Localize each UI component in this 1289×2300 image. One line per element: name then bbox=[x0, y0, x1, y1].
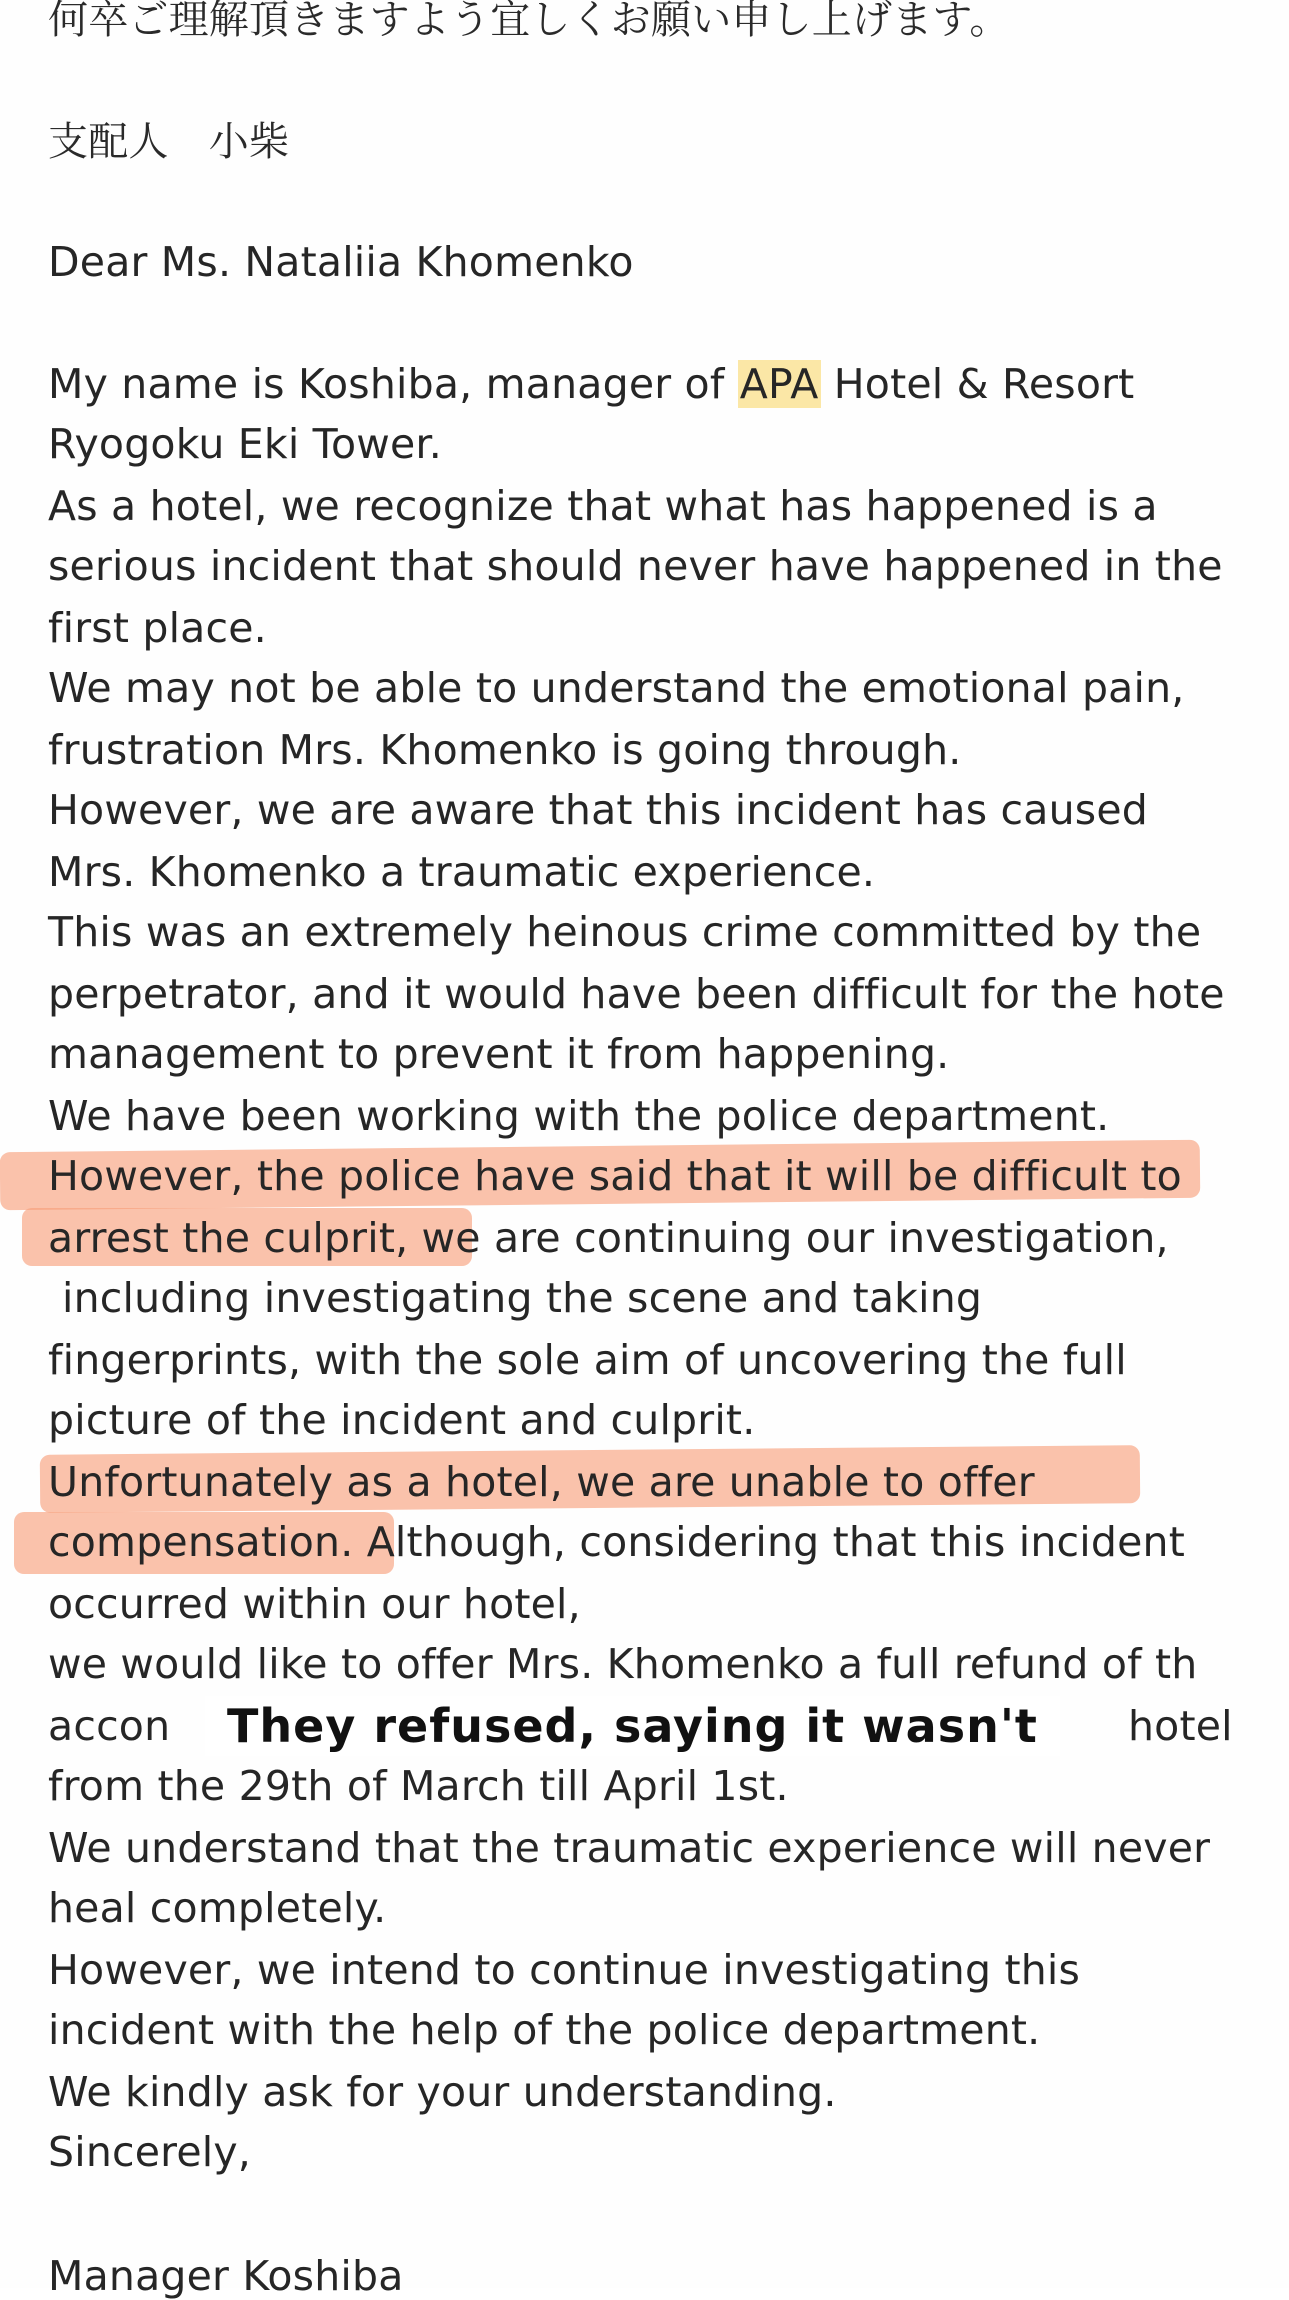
letter-line: We kindly ask for your understanding. bbox=[48, 2068, 837, 2116]
letter-line: first place. bbox=[48, 604, 267, 652]
letter-line: Mrs. Khomenko a traumatic experience. bbox=[48, 848, 876, 896]
letter-line: However, we are aware that this incident has caused bbox=[48, 786, 1148, 834]
letter-line-highlighted: arrest the culprit, we are continuing our investigation, bbox=[48, 1214, 1169, 1262]
letter-line-partial: accon bbox=[48, 1702, 171, 1750]
letter-line: As a hotel, we recognize that what has happened is a bbox=[48, 482, 1158, 530]
letter-line-highlighted: However, the police have said that it will be difficult to bbox=[48, 1152, 1182, 1200]
letter-line: we would like to offer Mrs. Khomenko a full refund of th bbox=[48, 1640, 1198, 1688]
japanese-signature: 支配人 小柴 bbox=[48, 119, 290, 165]
letter-line-highlighted: Unfortunately as a hotel, we are unable to offer bbox=[48, 1458, 1035, 1506]
letter-line: incident with the help of the police department. bbox=[48, 2006, 1041, 2054]
letter-line: serious incident that should never have happened in the bbox=[48, 542, 1223, 590]
japanese-closing-line: 何卒ご理解頂きますよう宜しくお願い申し上げます。 bbox=[48, 0, 1010, 43]
letter-line: We may not be able to understand the emotional pain, bbox=[48, 664, 1185, 712]
letter-line: frustration Mrs. Khomenko is going through. bbox=[48, 726, 962, 774]
letter-line: Sincerely, bbox=[48, 2128, 252, 2176]
video-caption: They refused, saying it wasn't bbox=[205, 1696, 1060, 1756]
letter-line: picture of the incident and culprit. bbox=[48, 1396, 756, 1444]
letter-line-partial: hotel bbox=[1128, 1702, 1233, 1750]
letter-line: occurred within our hotel, bbox=[48, 1580, 581, 1628]
letter-line: My name is Koshiba, manager of APA Hotel & Resort bbox=[48, 360, 1135, 408]
highlighted-word-apa: APA bbox=[739, 360, 819, 408]
salutation: Dear Ms. Nataliia Khomenko bbox=[48, 238, 634, 286]
letter-line: including investigating the scene and taking bbox=[62, 1274, 983, 1322]
letter-line: perpetrator, and it would have been difficult for the hote bbox=[48, 970, 1225, 1018]
letter-line: We have been working with the police department. bbox=[48, 1092, 1110, 1140]
letter-line-highlighted: compensation. Although, considering that this incident bbox=[48, 1518, 1185, 1566]
letter-line: fingerprints, with the sole aim of uncovering the full bbox=[48, 1336, 1127, 1384]
letter-line: Ryogoku Eki Tower. bbox=[48, 420, 442, 468]
letter-line: from the 29th of March till April 1st. bbox=[48, 1762, 789, 1810]
letter-line: However, we intend to continue investigating this bbox=[48, 1946, 1081, 1994]
closing-signature: Manager Koshiba bbox=[48, 2252, 404, 2300]
letter-line: heal completely. bbox=[48, 1884, 387, 1932]
letter-line: management to prevent it from happening. bbox=[48, 1030, 950, 1078]
letter-line: We understand that the traumatic experience will never bbox=[48, 1824, 1211, 1872]
letter-line: This was an extremely heinous crime committed by the bbox=[48, 908, 1202, 956]
